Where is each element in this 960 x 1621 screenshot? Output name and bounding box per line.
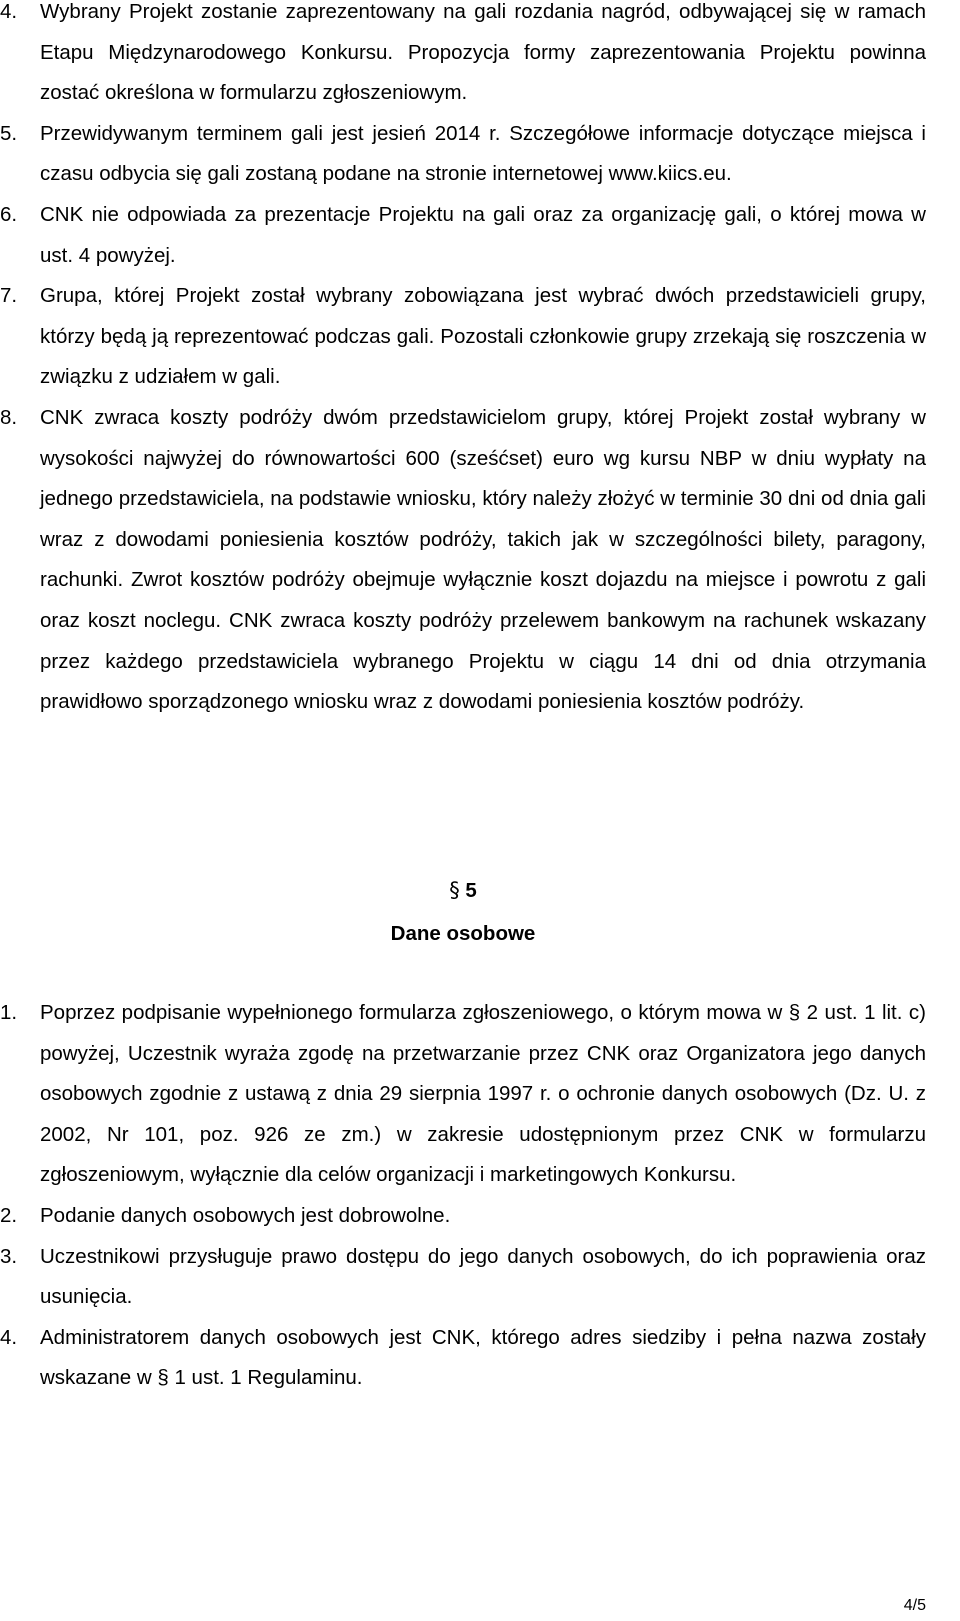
item-number: 4. xyxy=(0,0,18,23)
item-text: Przewidywanym terminem gali jest jesień 2014 r. Szczegółowe informacje dotyczące miejsca i czasu odbycia się gali zostaną podane na stronie internetowej www.kiics.eu. xyxy=(40,121,926,186)
item-number: 5. xyxy=(0,121,18,145)
paragraph-symbol: § xyxy=(449,878,460,902)
list-item xyxy=(0,1237,960,1318)
item-text: Podanie danych osobowych jest dobrowolne. xyxy=(40,1203,451,1227)
item-number: 1. xyxy=(0,1001,18,1024)
page-number: 4/5 xyxy=(903,1597,926,1614)
item-text: Wybrany Projekt zostanie zaprezentowany na gali rozdania nagród, odbywającej się w ramach Etapu Międzynarodowego Konkursu. Propozycja formy zaprezentowania Projektu powinna zostać określona w formularzu zgłoszeniowym. xyxy=(40,0,926,105)
list-item xyxy=(0,114,960,195)
upper-list xyxy=(0,0,960,723)
list-item xyxy=(0,398,960,723)
item-number: 7. xyxy=(0,284,18,308)
item-number: 4. xyxy=(0,1325,18,1349)
item-text: CNK zwraca koszty podróży dwóm przedstawicielom grupy, której Projekt został wybrany w wysokości najwyżej do równowartości 600 (sześćset) euro wg kursu NBP w dniu wypłaty na jednego przedstawiciela, na podstawie wniosku, który należy złożyć w terminie 30 dni od dnia gali wraz z dowodami poniesienia kosztów podróży, takich jak w szczególności bilety, paragony, rachunki. Zwrot kosztów podróży obejmuje wyłącznie koszt dojazdu na miejsce i powrotu z gali oraz koszt noclegu. CNK zwraca koszty podróży przelewem bankowym na rachunek wskazany przez każdego przedstawiciela wybranego Projektu w ciągu 14 dni od dnia otrzymania prawidłowo sporządzonego wniosku wraz z dowodami poniesienia kosztów podróży. xyxy=(40,405,926,714)
item-number: 8. xyxy=(0,405,18,429)
list-item xyxy=(0,276,960,398)
list-item xyxy=(0,993,960,1196)
section-number xyxy=(0,878,926,903)
item-text: Uczestnikowi przysługuje prawo dostępu do jego danych osobowych, do ich poprawienia oraz usunięcia. xyxy=(40,1244,926,1309)
section-title: Dane osobowe xyxy=(390,922,536,945)
lower-list xyxy=(0,993,960,1399)
item-text: CNK nie odpowiada za prezentacje Projektu na gali oraz za organizację gali, o której mowa w ust. 4 powyżej. xyxy=(40,202,926,267)
item-number: 2. xyxy=(0,1203,18,1227)
item-text: Administratorem danych osobowych jest CNK, którego adres siedziby i pełna nazwa zostały wskazane w § 1 ust. 1 Regulaminu. xyxy=(40,1325,926,1390)
list-item xyxy=(0,195,960,276)
item-text: Grupa, której Projekt został wybrany zobowiązana jest wybrać dwóch przedstawicieli grupy, którzy będą ją reprezentować podczas gali. Pozostali członkowie grupy zrzekają się roszczenia w związku z udziałem w gali. xyxy=(40,284,926,389)
item-number: 3. xyxy=(0,1244,18,1268)
section-number-value: 5 xyxy=(465,879,477,902)
list-item xyxy=(0,0,960,114)
item-text: Poprzez podpisanie wypełnionego formularza zgłoszeniowego, o którym mowa w § 2 ust. 1 lit. c) powyżej, Uczestnik wyraża zgodę na przetwarzanie przez CNK oraz Organizatora jego danych osobowych zgodnie z ustawą z dnia 29 sierpnia 1997 r. o ochronie danych osobowych (Dz. U. z 2002, Nr 101, poz. 926 ze zm.) w zakresie udostępnionym przez CNK w formularzu zgłoszeniowym, wyłącznie dla celów organizacji i marketingowych Konkursu. xyxy=(40,1001,926,1187)
list-item xyxy=(0,1196,960,1237)
item-number: 6. xyxy=(0,202,18,226)
list-item xyxy=(0,1318,960,1399)
